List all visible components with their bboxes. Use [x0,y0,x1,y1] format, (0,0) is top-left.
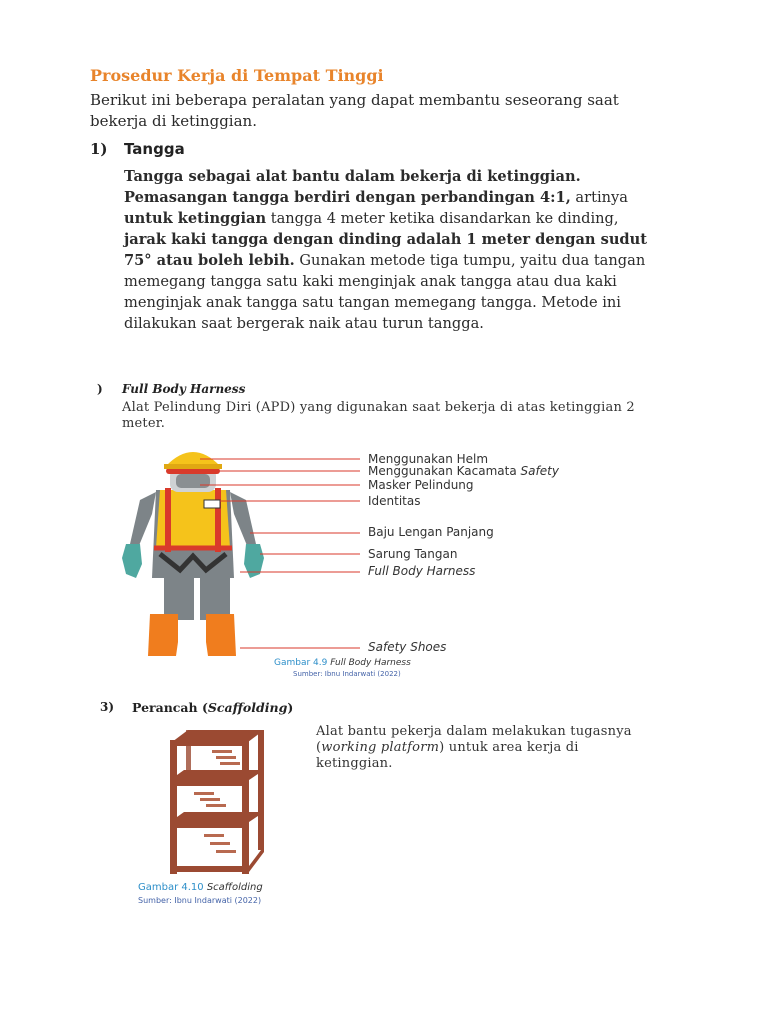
left-arm [130,492,156,548]
figure-4-10-source: Sumber: Ibnu Indarwati (2022) [138,896,262,905]
scaffolding-illustration [164,728,268,876]
left-glove-icon [122,544,142,578]
item1-paragraph [124,166,664,334]
intro-paragraph: Berikut ini beberapa peralatan yang dapat membantu seseorang saat bekerja di ketinggian. [90,91,619,130]
item3-text-italic: working platform [321,740,440,755]
label-harness: Full Body Harness [368,564,476,578]
item2-title: Full Body Harness [122,382,246,396]
label-sarung: Sarung Tangan [368,547,458,561]
item3-title-prefix: Perancah ( [132,700,208,715]
figure-4-9-source: Sumber: Ibnu Indarwati (2022) [293,670,401,678]
item1-text-2: tangga 4 meter ketika disandarkan ke dinding, [266,210,619,227]
item3-title [132,700,293,715]
item3-title-italic: Scaffolding [207,700,288,715]
caption-4-9-prefix: Gambar 4.9 [274,658,331,668]
label-masker: Masker Pelindung [368,478,474,492]
label-identitas: Identitas [368,494,421,508]
left-safety-shoe [148,614,178,656]
item3-text-b: ) untuk area kerja di ketinggian. [316,740,579,771]
item1-bold-2: untuk ketinggian [124,210,267,227]
label-kacamata [368,464,559,478]
item3-title-suffix: ) [287,700,294,715]
item3-text-a: Alat bantu pekerja dalam melakukan tugasnya ( [316,724,632,755]
figure-4-10-caption [138,882,263,893]
label-safety-shoes: Safety Shoes [368,640,447,654]
label-helm: Menggunakan Helm [368,452,489,466]
item3-paragraph [316,724,656,772]
item1-text-3: Gunakan metode tiga tumpu, yaitu dua tangan memegang tangga satu kaki menginjak anak tangga atau dua kaki menginjak anak tangga satu tangan memegang tangga. Metode ini dilakukan saat bergerak naik atau turun tangga. [124,252,646,332]
item1-number: 1) [90,140,108,158]
label-baju: Baju Lengan Panjang [368,525,494,539]
label-kacamata-italic: Safety [520,464,559,478]
item1-bold-3: jarak kaki tangga dengan dinding adalah 1 meter dengan sudut 75° atau boleh lebih. [124,231,647,269]
label-kacamata-text: Menggunakan Kacamata [368,464,521,478]
caption-4-10-italic: Scaffolding [206,882,263,893]
figure-4-9-caption [274,658,411,668]
item1-title: Tangga [124,140,185,158]
left-leg [164,574,194,620]
caption-4-9-italic: Full Body Harness [330,658,411,668]
item2-paragraph: Alat Pelindung Diri (APD) yang digunakan saat bekerja di atas ketinggian 2 meter. [122,400,635,431]
item1-text-1: artinya [570,189,628,206]
item3-number: 3) [100,700,115,714]
label-pointer-lines [200,452,360,652]
item2-number: ) [97,382,103,396]
item1-bold-1: Tangga sebagai alat bantu dalam bekerja di ketinggian. Pemasangan tangga berdiri dengan perbandingan 4:1, [124,168,581,206]
caption-4-10-prefix: Gambar 4.10 [138,882,207,893]
section-title: Prosedur Kerja di Tempat Tinggi [90,66,384,85]
